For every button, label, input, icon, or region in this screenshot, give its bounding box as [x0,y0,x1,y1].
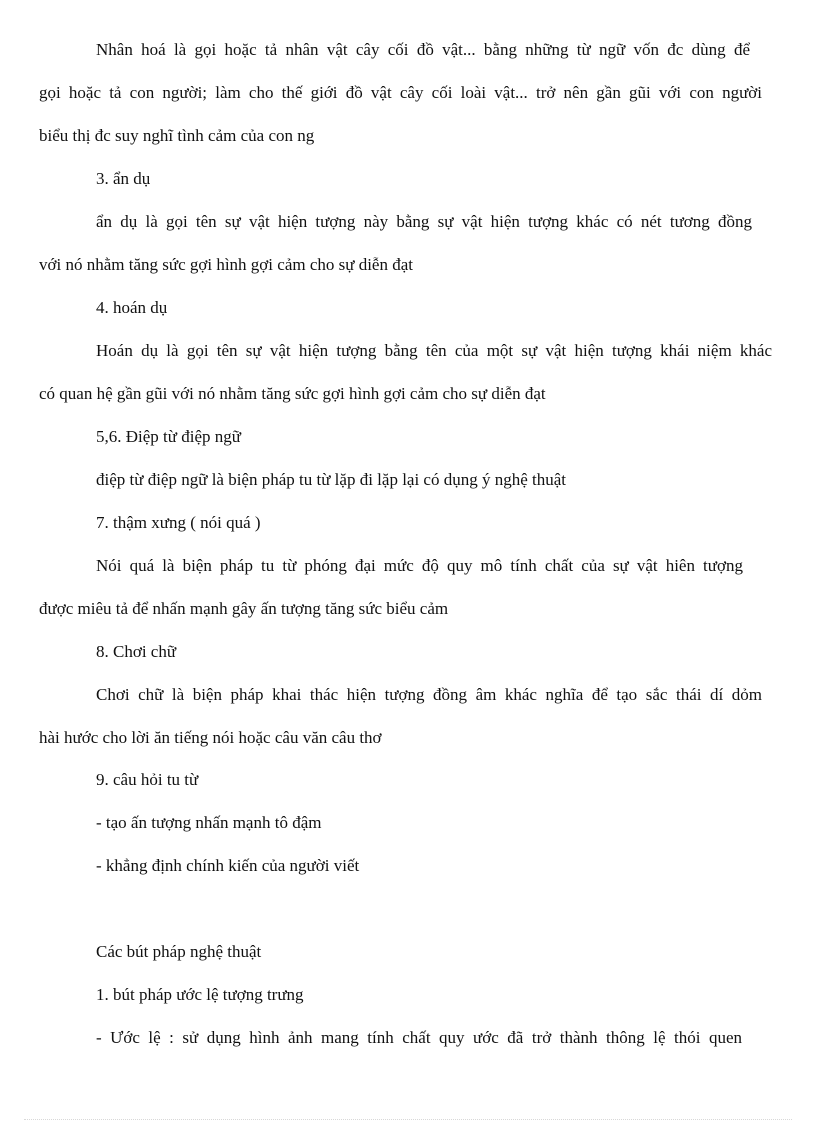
section-heading: 1. bút pháp ước lệ tượng trưng [96,985,304,1004]
paragraph-line: được miêu tả để nhấn mạnh gây ấn tượng tăng sức biểu cảm [39,599,449,618]
page-bottom-rule [24,1119,792,1120]
paragraph-line: điệp từ điệp ngữ là biện pháp tu từ lặp đi lặp lại có dụng ý nghệ thuật [96,470,567,489]
section-heading: 8. Chơi chữ [96,642,177,661]
section-heading: 5,6. Điệp từ điệp ngữ [96,427,241,446]
paragraph-line: biểu thị đc suy nghĩ tình cảm của con ng [39,126,315,145]
section-heading: 3. ẩn dụ [96,169,151,188]
paragraph-line: có quan hệ gần gũi với nó nhằm tăng sức gợi hình gợi cảm cho sự diễn đạt [39,384,546,403]
paragraph-line: gọi hoặc tả con người; làm cho thế giới đồ vật cây cối loài vật... trở nên gần gũi với con người [39,83,762,102]
section-heading: 4. hoán dụ [96,298,168,317]
list-item: - khẳng định chính kiến của người viết [96,856,360,875]
paragraph-line: Chơi chữ là biện pháp khai thác hiện tượng đồng âm khác nghĩa để tạo sắc thái dí dỏm [96,685,762,704]
list-item: - Ước lệ : sử dụng hình ảnh mang tính chất quy ước đã trở thành thông lệ thói quen [96,1028,742,1047]
paragraph-line: Hoán dụ là gọi tên sự vật hiện tượng bằng tên của một sự vật hiện tượng khái niệm khác [96,341,772,360]
paragraph-line: ẩn dụ là gọi tên sự vật hiện tượng này bằng sự vật hiện tượng khác có nét tương đồng [96,212,752,231]
section-heading: 9. câu hỏi tu từ [96,770,199,789]
paragraph-line: với nó nhằm tăng sức gợi hình gợi cảm cho sự diễn đạt [39,255,413,274]
section-heading: Các bút pháp nghệ thuật [96,942,262,961]
paragraph-line: Nói quá là biện pháp tu từ phóng đại mức độ quy mô tính chất của sự vật hiên tượng [96,556,743,575]
paragraph-line: hài hước cho lời ăn tiếng nói hoặc câu văn câu thơ [39,728,382,747]
section-heading: 7. thậm xưng ( nói quá ) [96,513,261,532]
list-item: - tạo ấn tượng nhấn mạnh tô đậm [96,813,322,832]
paragraph-line: Nhân hoá là gọi hoặc tả nhân vật cây cối đồ vật... bằng những từ ngữ vốn đc dùng để [96,40,750,59]
